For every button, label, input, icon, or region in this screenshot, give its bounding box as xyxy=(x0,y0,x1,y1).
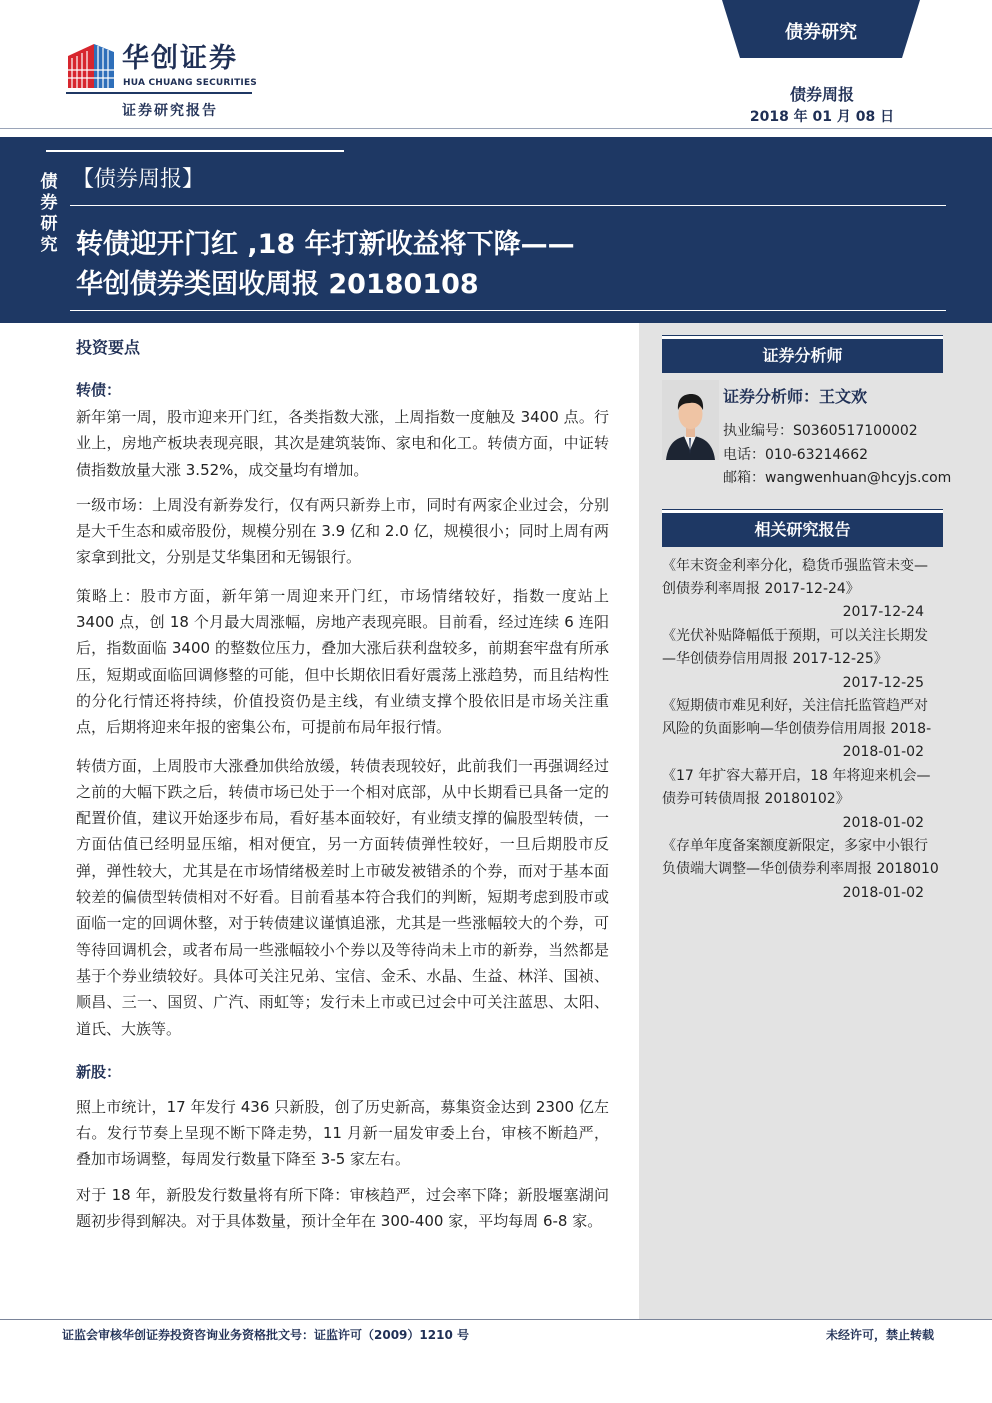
paragraph: 策略上：股市方面，新年第一周迎来开门红，市场情绪较好，指数一度站上 3400 点，创 18 个月最大周涨幅，房地产表现亮眼。目前看，经过连续 6 连阳后，指数面临 3400 的整数位压力，叠加大涨后获利盘较多，前期套牢盘有所承压，短期或面临回调修整的可能，但中长期依旧看好震荡上涨趋势，而且结构性的分化行情还将持续，价值投资仍是主线，有业绩支撑个股依旧是市场关注重点，后期将迎来年报的密集公布，可提前布局年报行情。 xyxy=(76,586,609,737)
main-content xyxy=(76,336,609,1243)
band-rule-top xyxy=(70,205,946,206)
related-report-title-line: 债券可转债周报 20180102》 xyxy=(662,791,850,807)
related-report-link[interactable] xyxy=(662,625,946,671)
related-report-date: 2018-01-02 xyxy=(842,885,924,901)
ribbon-label: 债券研究 xyxy=(785,22,857,43)
analyst-photo xyxy=(662,380,719,460)
report-tag: 【债券周报】 xyxy=(72,167,205,192)
related-report-title-line: 《存单年度备案额度新限定，多家中小银行 xyxy=(662,838,928,854)
related-report-date: 2018-01-02 xyxy=(842,815,924,831)
report-title-line2: 华创债券类固收周报 20180108 xyxy=(76,269,479,300)
related-report-title-line: 《年末资金利率分化，稳货币强监管未变— xyxy=(662,558,928,574)
related-report-link[interactable] xyxy=(662,765,946,811)
company-logo-icon xyxy=(68,44,114,88)
related-report-link[interactable] xyxy=(662,835,946,881)
related-report-date: 2018-01-02 xyxy=(842,744,924,760)
analyst-name: 证券分析师：王文欢 xyxy=(723,387,868,406)
related-report-title-line: 负债端大调整—华创债券利率周报 2018010 xyxy=(662,861,939,877)
related-report-date: 2017-12-25 xyxy=(842,675,924,691)
analyst-section-header: 证券分析师 xyxy=(662,336,943,373)
footer-divider xyxy=(0,1319,992,1320)
related-report-date: 2017-12-24 xyxy=(842,604,924,620)
analyst-phone: 电话：010-63214662 xyxy=(723,447,869,463)
header-divider xyxy=(0,128,992,129)
convertible-heading: 转债： xyxy=(76,381,122,399)
analyst-email[interactable]: 邮箱：wangwenhuan@hcyjs.com xyxy=(723,470,952,486)
paragraph: 照上市统计，17 年发行 436 只新股，创了历史新高，募集资金达到 2300 亿左右。发行节奏上呈现不断下降走势，11 月新一届发审委上台，审核不断趋严，叠加市场调整，每周发行数量下降至 3-5 家左右。 xyxy=(76,1097,609,1169)
paragraph: 新年第一周，股市迎来开门红，各类指数大涨，上周指数一度触及 3400 点。行业上，房地产板块表现亮眼，其次是建筑装饰、家电和化工。转债方面，中证转债指数放量大涨 3.52%，成交量均有增加。 xyxy=(76,408,609,479)
brand-divider xyxy=(66,92,252,94)
analyst-license: 执业编号：S0360517100002 xyxy=(723,423,918,439)
vertical-category-label xyxy=(38,172,60,256)
related-report-title-line: 《光伏补贴降幅低于预期，可以关注长期发 xyxy=(662,628,928,644)
related-report-title-line: 《短期债市难见利好，关注信托监管趋严对 xyxy=(662,698,928,714)
brand-subtitle: 证券研究报告 xyxy=(122,103,218,119)
paragraph: 转债方面，上周股市大涨叠加供给放缓，转债表现较好，此前我们一再强调经过之前的大幅下跌之后，转债市场已处于一个相对底部，从中长期看已具备一定的配置价值，建议开始逐步布局，看好基本面较好，有业绩支撑的偏股型转债，一方面估值已经明显压缩，相对便宜，另一方面转债弹性较好，一旦后期股市反弹，弹性较大，尤其是在市场情绪极差时上市破发被错杀的个券，而对于基本面较差的偏债型转债相对不好看。目前看基本符合我们的判断，短期考虑到股市或面临一定的回调休整，对于转债建议谨慎追涨，尤其是一些涨幅较大的个券，可等待回调机会，或者布局一些涨幅较小个券以及等待尚未上市的新券，当然都是基于个券业绩较好。具体可关注兄弟、宝信、金禾、水晶、生益、林洋、国祯、顺昌、三一、国贸、广汽、雨虹等；发行未上市或已过会中可关注蓝思、太阳、道氏、大族等。 xyxy=(76,756,609,1038)
brand-name-en: HUA CHUANG SECURITIES xyxy=(123,78,257,88)
paragraph: 一级市场：上周没有新券发行，仅有两只新券上市，同时有两家企业过会，分别是大千生态和威帝股份，规模分别在 3.9 亿和 2.0 亿，规模很小；同时上周有两家拿到批文，分别是艾华集团和无锡银行。 xyxy=(76,495,609,567)
paragraph: 对于 18 年，新股发行数量将有所下降：审核趋严，过会率下降；新股堰塞湖问题初步得到解决。对于具体数量，预计全年在 300-400 家，平均每周 6-8 家。 xyxy=(76,1185,609,1231)
related-report-title-line: 风险的负面影响—华创债券信用周报 2018- xyxy=(662,721,932,737)
section-title: 投资要点 xyxy=(76,338,141,357)
related-report-title-line: —华创债券信用周报 2017-12-25》 xyxy=(662,651,888,667)
brand-name-cn: 华创证券 xyxy=(122,43,238,74)
report-title-line1: 转债迎开门红 ,18 年打新收益将下降—— xyxy=(76,229,575,260)
related-report-title-line: 《17 年扩容大幕开启，18 年将迎来机会— xyxy=(662,768,931,784)
report-date: 2018 年 01 月 08 日 xyxy=(749,109,895,125)
related-report-link[interactable] xyxy=(662,695,946,741)
footer-notice: 未经许可，禁止转载 xyxy=(826,1328,935,1342)
report-type: 债券周报 xyxy=(789,85,854,104)
related-reports-header: 相关研究报告 xyxy=(662,510,943,547)
band-accent-line xyxy=(46,150,344,152)
band-rule-bottom xyxy=(70,310,946,311)
related-report-title-line: 创债券利率周报 2017-12-24》 xyxy=(662,581,860,597)
ipo-heading: 新股： xyxy=(76,1062,122,1081)
related-report-link[interactable] xyxy=(662,555,946,601)
footer-license: 证监会审核华创证券投资咨询业务资格批文号：证监许可（2009）1210 号 xyxy=(62,1328,469,1342)
vertical-category-text: 债券研究 xyxy=(40,172,58,255)
